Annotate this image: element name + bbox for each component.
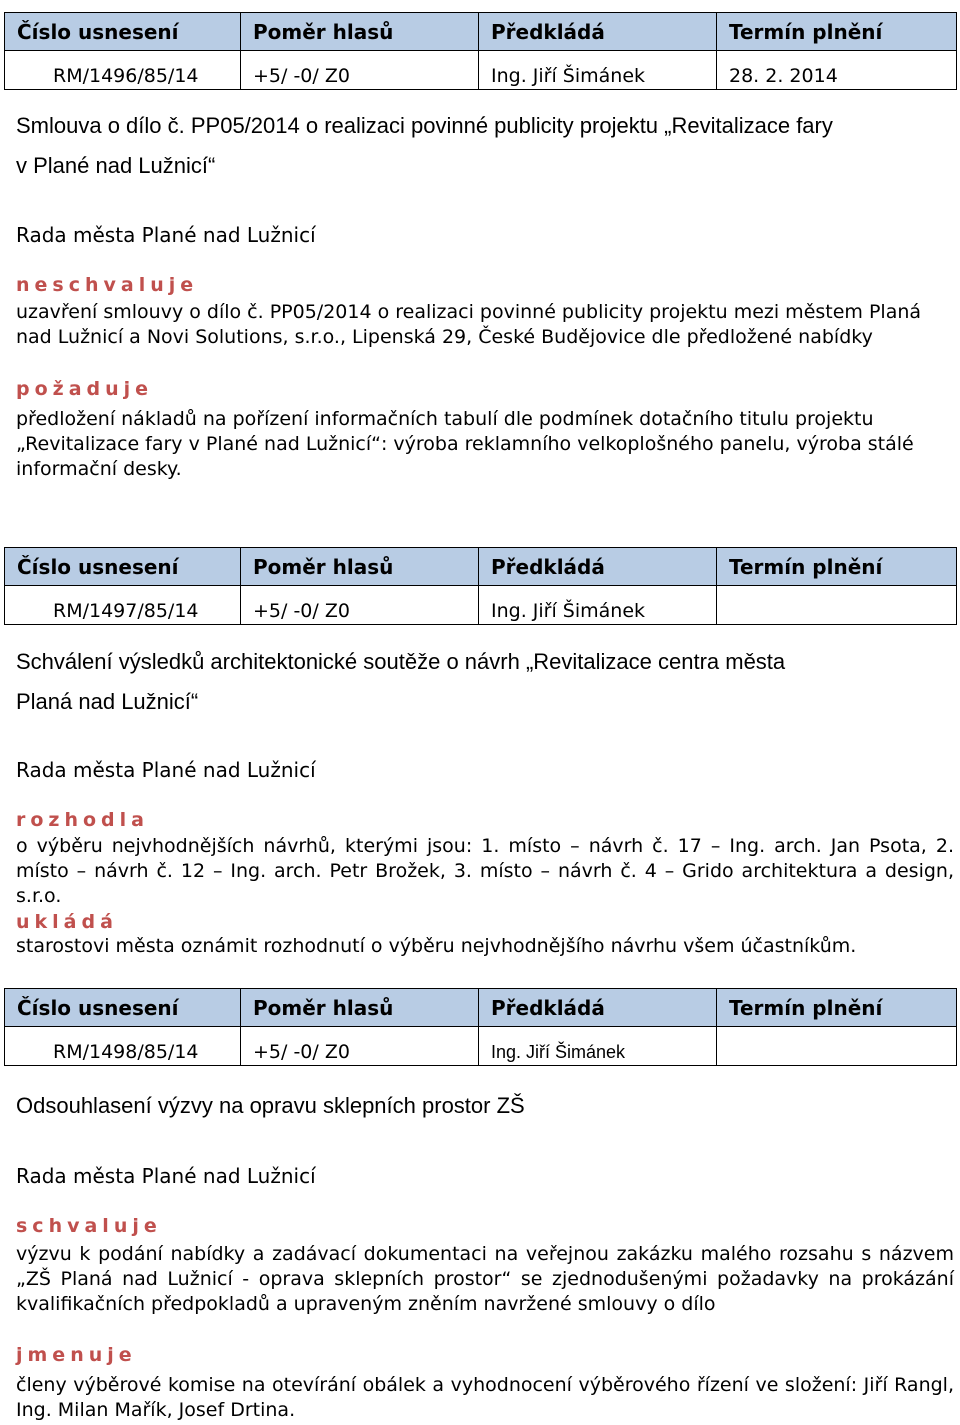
resolution-number: RM/1496/85/14 — [5, 51, 241, 90]
decision-keyword: neschvaluje — [16, 274, 199, 296]
resolution-deadline — [717, 1027, 957, 1066]
resolution-votes: +5/ -0/ Z0 — [241, 51, 479, 90]
resolution-presenter: Ing. Jiří Šimánek — [479, 1027, 717, 1066]
header-presenter: Předkládá — [479, 13, 717, 51]
resolution-title-line: Schválení výsledků architektonické soutěže o návrh „Revitalizace centra města — [16, 649, 786, 674]
resolution-votes: +5/ -0/ Z0 — [241, 1027, 479, 1066]
header-votes: Poměr hlasů — [241, 13, 479, 51]
decision-text: o výběru nejvhodnějších návrhů, kterými jsou: 1. místo – návrh č. 17 – Ing. arch. Jan Psota, 2. místo – návrh č. 12 – Ing. arch. Petr Brožek, 3. místo – návrh č. 4 – Grido architektura a design, s.r.o. — [16, 835, 954, 907]
header-deadline: Termín plnění — [717, 548, 957, 586]
resolution-title — [16, 1086, 956, 1126]
resolution-presenter: Ing. Jiří Šimánek — [479, 586, 717, 625]
decision-keyword: ukládá — [16, 911, 118, 933]
header-presenter: Předkládá — [479, 989, 717, 1027]
decision-text: starostovi města oznámit rozhodnutí o výběru nejvhodnějšího návrhu všem účastníkům. — [16, 935, 857, 957]
council-label: Rada města Plané nad Lužnicí — [16, 758, 316, 782]
resolution-title — [16, 642, 956, 722]
resolution-votes: +5/ -0/ Z0 — [241, 586, 479, 625]
decision-keyword: jmenuje — [16, 1344, 137, 1366]
decision-keyword: rozhodla — [16, 809, 149, 831]
resolution-table-1 — [4, 12, 957, 90]
resolution-title-line: Planá nad Lužnicí“ — [16, 689, 199, 714]
decision-text: členy výběrové komise na otevírání obálek a vyhodnocení výběrového řízení ve složení: Jiří Rangl, Ing. Milan Mařík, Josef Drtina. — [16, 1374, 954, 1421]
header-number: Číslo usnesení — [5, 13, 241, 51]
council-label: Rada města Plané nad Lužnicí — [16, 223, 316, 247]
decision-text: předložení nákladů na pořízení informačních tabulí dle podmínek dotačního titulu projektu „Revitalizace fary v Plané nad Lužnicí“: výroba reklamního velkoplošného panelu, výroba stálé informační desky. — [16, 408, 914, 480]
decision-keyword: schvaluje — [16, 1215, 162, 1237]
header-votes: Poměr hlasů — [241, 989, 479, 1027]
resolution-number: RM/1497/85/14 — [5, 586, 241, 625]
resolution-deadline — [717, 586, 957, 625]
decision-text: uzavření smlouvy o dílo č. PP05/2014 o realizaci povinné publicity projektu mezi městem Planá nad Lužnicí a Novi Solutions, s.r.o., Lipenská 29, České Budějovice dle předložené nabídky — [16, 301, 922, 348]
council-label: Rada města Plané nad Lužnicí — [16, 1164, 316, 1188]
header-number: Číslo usnesení — [5, 548, 241, 586]
header-votes: Poměr hlasů — [241, 548, 479, 586]
header-deadline: Termín plnění — [717, 13, 957, 51]
resolution-table-2 — [4, 547, 957, 625]
resolution-title-line: Smlouva o dílo č. PP05/2014 o realizaci povinné publicity projektu „Revitalizace fary — [16, 113, 833, 138]
resolution-title — [16, 106, 956, 186]
decision-keyword: požaduje — [16, 378, 154, 400]
header-number: Číslo usnesení — [5, 989, 241, 1027]
resolution-number: RM/1498/85/14 — [5, 1027, 241, 1066]
header-presenter: Předkládá — [479, 548, 717, 586]
decision-text: výzvu k podání nabídky a zadávací dokumentaci na veřejnou zakázku malého rozsahu s názvem „ZŠ Planá nad Lužnicí - oprava sklepních prostor“ se zjednodušenými požadavky na prokázání kvalifikačních předpokladů a upraveným zněním navržené smlouvy o dílo — [16, 1243, 954, 1315]
resolution-deadline: 28. 2. 2014 — [717, 51, 957, 90]
resolution-table-3 — [4, 988, 957, 1066]
resolution-title-line: v Plané nad Lužnicí“ — [16, 153, 216, 178]
resolution-presenter: Ing. Jiří Šimánek — [479, 51, 717, 90]
header-deadline: Termín plnění — [717, 989, 957, 1027]
resolution-title-line: Odsouhlasení výzvy na opravu sklepních prostor ZŠ — [16, 1093, 525, 1118]
